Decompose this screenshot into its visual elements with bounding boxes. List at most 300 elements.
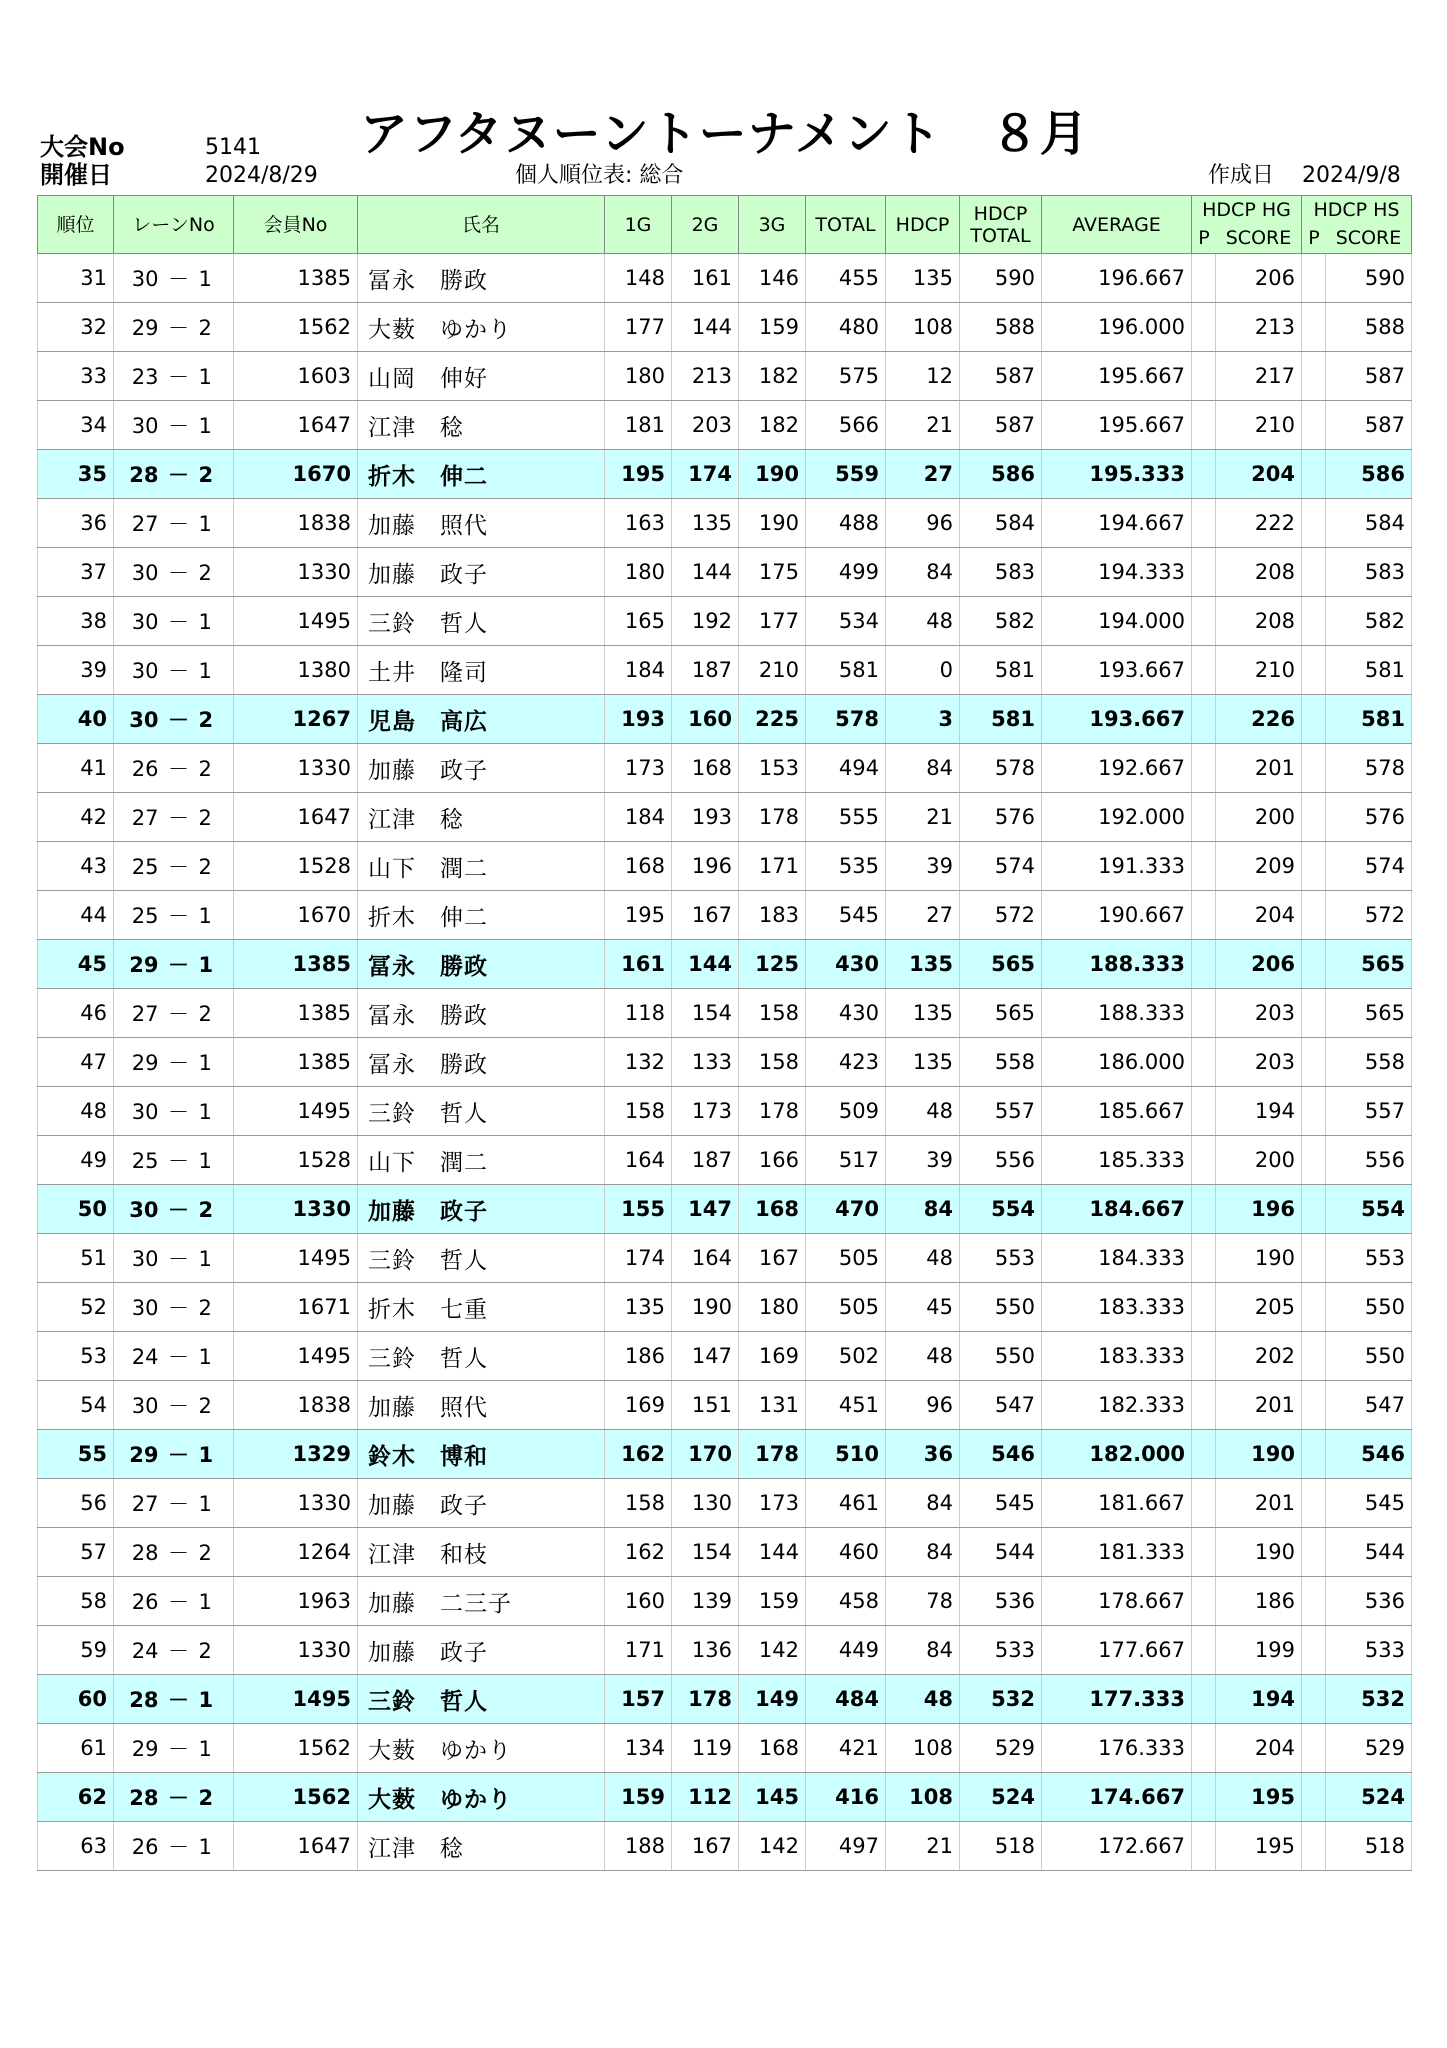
average-cell: 194.333 <box>1042 548 1192 597</box>
lane-side: 1 <box>198 512 212 536</box>
hg-p-cell <box>1192 401 1216 450</box>
lane-cell <box>114 940 234 989</box>
hs-p-cell <box>1302 450 1326 499</box>
hdcp-total-cell: 518 <box>960 1822 1042 1871</box>
hs-p-cell <box>1302 1430 1326 1479</box>
lane-side: 2 <box>198 1394 212 1418</box>
rank-cell: 34 <box>38 401 114 450</box>
table-row <box>38 842 1412 891</box>
hs-p-cell <box>1302 793 1326 842</box>
hg-score-cell: 186 <box>1216 1577 1302 1626</box>
lane-dash: － <box>168 1394 189 1418</box>
lane-cell <box>114 1577 234 1626</box>
game1-cell: 161 <box>605 940 672 989</box>
hdcp-total-cell: 565 <box>960 940 1042 989</box>
hs-p-cell <box>1302 1332 1326 1381</box>
total-cell: 559 <box>806 450 886 499</box>
hg-score-cell: 209 <box>1216 842 1302 891</box>
average-cell: 177.667 <box>1042 1626 1192 1675</box>
lane-number: 27 <box>131 512 159 536</box>
hs-p-cell <box>1302 1822 1326 1871</box>
lane-number: 27 <box>131 806 159 830</box>
game2-cell: 139 <box>672 1577 739 1626</box>
hs-p-cell <box>1302 1724 1326 1773</box>
col-hs-score: SCORE <box>1335 227 1402 249</box>
hs-score-cell: 578 <box>1326 744 1412 793</box>
table-row <box>38 450 1412 499</box>
name-cell: 江津 和枝 <box>358 1528 605 1577</box>
hg-p-cell <box>1192 1577 1216 1626</box>
col-total: TOTAL <box>806 196 886 254</box>
average-cell: 192.000 <box>1042 793 1192 842</box>
member-no-cell: 1380 <box>234 646 358 695</box>
hdcp-cell: 36 <box>886 1430 960 1479</box>
game2-cell: 167 <box>672 1822 739 1871</box>
rank-cell: 49 <box>38 1136 114 1185</box>
member-no-cell: 1385 <box>234 1038 358 1087</box>
member-no-cell: 1670 <box>234 450 358 499</box>
total-cell: 461 <box>806 1479 886 1528</box>
name-cell: 児島 高広 <box>358 695 605 744</box>
name-cell: 山下 潤二 <box>358 842 605 891</box>
game2-cell: 190 <box>672 1283 739 1332</box>
game1-cell: 163 <box>605 499 672 548</box>
hdcp-total-cell: 546 <box>960 1430 1042 1479</box>
hg-p-cell <box>1192 1773 1216 1822</box>
hs-score-cell: 556 <box>1326 1136 1412 1185</box>
game2-cell: 151 <box>672 1381 739 1430</box>
hdcp-total-cell: 544 <box>960 1528 1042 1577</box>
created-date: 2024/9/8 <box>1302 163 1401 188</box>
game3-cell: 167 <box>739 1234 806 1283</box>
rank-cell: 58 <box>38 1577 114 1626</box>
hg-score-cell: 194 <box>1216 1087 1302 1136</box>
lane-dash: － <box>168 1002 189 1026</box>
rank-cell: 40 <box>38 695 114 744</box>
created-label: 作成日 <box>1208 163 1275 188</box>
game2-cell: 135 <box>672 499 739 548</box>
hdcp-cell: 96 <box>886 1381 960 1430</box>
average-cell: 188.333 <box>1042 940 1192 989</box>
game3-cell: 144 <box>739 1528 806 1577</box>
hdcp-total-cell: 550 <box>960 1332 1042 1381</box>
game1-cell: 193 <box>605 695 672 744</box>
average-cell: 177.333 <box>1042 1675 1192 1724</box>
hdcp-total-cell: 578 <box>960 744 1042 793</box>
member-no-cell: 1838 <box>234 1381 358 1430</box>
game3-cell: 145 <box>739 1773 806 1822</box>
rank-cell: 31 <box>38 254 114 303</box>
lane-number: 27 <box>131 1002 159 1026</box>
table-row <box>38 989 1412 1038</box>
hg-p-cell <box>1192 1283 1216 1332</box>
hg-p-cell <box>1192 1136 1216 1185</box>
lane-side: 1 <box>198 1100 212 1124</box>
game1-cell: 134 <box>605 1724 672 1773</box>
member-no-cell: 1562 <box>234 1773 358 1822</box>
name-cell: 折木 伸二 <box>358 891 605 940</box>
hs-score-cell: 587 <box>1326 352 1412 401</box>
average-cell: 193.667 <box>1042 695 1192 744</box>
ranking-table <box>37 195 1412 1871</box>
total-cell: 545 <box>806 891 886 940</box>
member-no-cell: 1495 <box>234 1675 358 1724</box>
hg-p-cell <box>1192 450 1216 499</box>
game3-cell: 171 <box>739 842 806 891</box>
lane-side: 2 <box>198 757 212 781</box>
average-cell: 196.667 <box>1042 254 1192 303</box>
lane-dash: － <box>168 365 189 389</box>
game2-cell: 192 <box>672 597 739 646</box>
average-cell: 184.333 <box>1042 1234 1192 1283</box>
game1-cell: 173 <box>605 744 672 793</box>
total-cell: 458 <box>806 1577 886 1626</box>
total-cell: 488 <box>806 499 886 548</box>
hdcp-total-cell: 558 <box>960 1038 1042 1087</box>
hs-p-cell <box>1302 1675 1326 1724</box>
average-cell: 178.667 <box>1042 1577 1192 1626</box>
hg-p-cell <box>1192 1528 1216 1577</box>
table-row <box>38 1332 1412 1381</box>
rank-cell: 42 <box>38 793 114 842</box>
lane-number: 26 <box>131 757 159 781</box>
name-cell: 加藤 二三子 <box>358 1577 605 1626</box>
lane-dash: － <box>168 1835 189 1859</box>
lane-cell <box>114 254 234 303</box>
lane-number: 28 <box>129 1688 159 1712</box>
hdcp-total-cell: 529 <box>960 1724 1042 1773</box>
hdcp-cell: 0 <box>886 646 960 695</box>
lane-side: 1 <box>198 1443 214 1467</box>
table-row <box>38 1234 1412 1283</box>
rank-cell: 41 <box>38 744 114 793</box>
lane-dash: － <box>168 316 189 340</box>
lane-dash: － <box>168 953 189 977</box>
hg-p-cell <box>1192 1822 1216 1871</box>
hs-score-cell: 584 <box>1326 499 1412 548</box>
hs-score-cell: 558 <box>1326 1038 1412 1087</box>
game3-cell: 178 <box>739 1430 806 1479</box>
game2-cell: 144 <box>672 548 739 597</box>
hs-p-cell <box>1302 1136 1326 1185</box>
table-row <box>38 646 1412 695</box>
name-cell: 土井 隆司 <box>358 646 605 695</box>
lane-dash: － <box>168 1198 189 1222</box>
lane-number: 25 <box>131 1149 159 1173</box>
table-row <box>38 891 1412 940</box>
table-header-row <box>38 196 1412 254</box>
member-no-cell: 1330 <box>234 1479 358 1528</box>
lane-number: 30 <box>131 1100 159 1124</box>
lane-cell <box>114 1234 234 1283</box>
hs-score-cell: 583 <box>1326 548 1412 597</box>
hg-p-cell <box>1192 1430 1216 1479</box>
average-cell: 188.333 <box>1042 989 1192 1038</box>
table-row <box>38 499 1412 548</box>
hg-p-cell <box>1192 989 1216 1038</box>
game3-cell: 177 <box>739 597 806 646</box>
lane-dash: － <box>168 904 189 928</box>
lane-dash: － <box>168 463 189 487</box>
member-no-cell: 1495 <box>234 597 358 646</box>
lane-number: 30 <box>129 708 159 732</box>
hs-score-cell: 550 <box>1326 1283 1412 1332</box>
hdcp-cell: 12 <box>886 352 960 401</box>
lane-side: 1 <box>198 1688 214 1712</box>
game3-cell: 182 <box>739 401 806 450</box>
table-row <box>38 1185 1412 1234</box>
average-cell: 176.333 <box>1042 1724 1192 1773</box>
game1-cell: 168 <box>605 842 672 891</box>
game1-cell: 162 <box>605 1430 672 1479</box>
hg-p-cell <box>1192 744 1216 793</box>
game1-cell: 195 <box>605 891 672 940</box>
col-g1: 1G <box>605 196 672 254</box>
total-cell: 480 <box>806 303 886 352</box>
lane-side: 2 <box>198 855 212 879</box>
name-cell: 加藤 政子 <box>358 548 605 597</box>
game3-cell: 146 <box>739 254 806 303</box>
lane-cell <box>114 1185 234 1234</box>
game3-cell: 168 <box>739 1185 806 1234</box>
rank-cell: 37 <box>38 548 114 597</box>
average-cell: 195.667 <box>1042 401 1192 450</box>
lane-cell <box>114 450 234 499</box>
name-cell: 大薮 ゆかり <box>358 303 605 352</box>
hdcp-cell: 84 <box>886 1479 960 1528</box>
game1-cell: 158 <box>605 1087 672 1136</box>
hdcp-total-cell: 576 <box>960 793 1042 842</box>
table-row <box>38 793 1412 842</box>
game3-cell: 173 <box>739 1479 806 1528</box>
rank-cell: 43 <box>38 842 114 891</box>
hg-score-cell: 222 <box>1216 499 1302 548</box>
hdcp-total-cell: 590 <box>960 254 1042 303</box>
table-row <box>38 1430 1412 1479</box>
lane-side: 1 <box>198 1345 212 1369</box>
lane-side: 2 <box>198 1198 214 1222</box>
hg-p-cell <box>1192 303 1216 352</box>
hs-score-cell: 544 <box>1326 1528 1412 1577</box>
col-hdcp-total-line2: TOTAL <box>970 224 1031 247</box>
name-cell: 折木 伸二 <box>358 450 605 499</box>
lane-side: 1 <box>198 1247 212 1271</box>
name-cell: 三鈴 哲人 <box>358 1675 605 1724</box>
total-cell: 578 <box>806 695 886 744</box>
game1-cell: 181 <box>605 401 672 450</box>
game3-cell: 180 <box>739 1283 806 1332</box>
hdcp-cell: 135 <box>886 989 960 1038</box>
hs-p-cell <box>1302 1577 1326 1626</box>
game1-cell: 157 <box>605 1675 672 1724</box>
hs-score-cell: 565 <box>1326 940 1412 989</box>
table-row <box>38 1626 1412 1675</box>
rank-cell: 39 <box>38 646 114 695</box>
hg-p-cell <box>1192 646 1216 695</box>
hs-score-cell: 574 <box>1326 842 1412 891</box>
lane-dash: － <box>168 1247 189 1271</box>
lane-dash: － <box>168 1639 189 1663</box>
total-cell: 499 <box>806 548 886 597</box>
hg-score-cell: 210 <box>1216 646 1302 695</box>
hdcp-total-cell: 581 <box>960 646 1042 695</box>
hg-score-cell: 205 <box>1216 1283 1302 1332</box>
lane-number: 30 <box>131 1394 159 1418</box>
hdcp-total-cell: 557 <box>960 1087 1042 1136</box>
game2-cell: 167 <box>672 891 739 940</box>
name-cell: 大薮 ゆかり <box>358 1724 605 1773</box>
rank-cell: 53 <box>38 1332 114 1381</box>
lane-cell <box>114 1479 234 1528</box>
member-no-cell: 1330 <box>234 1626 358 1675</box>
lane-number: 30 <box>131 267 159 291</box>
total-cell: 505 <box>806 1234 886 1283</box>
lane-side: 1 <box>198 610 212 634</box>
hg-score-cell: 195 <box>1216 1822 1302 1871</box>
member-no-cell: 1838 <box>234 499 358 548</box>
table-row <box>38 940 1412 989</box>
total-cell: 430 <box>806 940 886 989</box>
total-cell: 470 <box>806 1185 886 1234</box>
lane-dash: － <box>168 1590 189 1614</box>
hs-score-cell: 529 <box>1326 1724 1412 1773</box>
hdcp-total-cell: 550 <box>960 1283 1042 1332</box>
member-no-cell: 1528 <box>234 1136 358 1185</box>
lane-side: 2 <box>198 1296 212 1320</box>
member-no-cell: 1670 <box>234 891 358 940</box>
lane-side: 1 <box>198 1737 212 1761</box>
member-no-cell: 1267 <box>234 695 358 744</box>
hs-score-cell: 586 <box>1326 450 1412 499</box>
average-cell: 195.333 <box>1042 450 1192 499</box>
game1-cell: 174 <box>605 1234 672 1283</box>
rank-cell: 45 <box>38 940 114 989</box>
hdcp-cell: 48 <box>886 1234 960 1283</box>
game2-cell: 130 <box>672 1479 739 1528</box>
hs-score-cell: 576 <box>1326 793 1412 842</box>
game3-cell: 166 <box>739 1136 806 1185</box>
name-cell: 加藤 政子 <box>358 1185 605 1234</box>
hdcp-cell: 84 <box>886 1626 960 1675</box>
hs-score-cell: 518 <box>1326 1822 1412 1871</box>
rank-cell: 59 <box>38 1626 114 1675</box>
game2-cell: 196 <box>672 842 739 891</box>
game2-cell: 154 <box>672 989 739 1038</box>
hg-score-cell: 190 <box>1216 1528 1302 1577</box>
hg-score-cell: 200 <box>1216 1136 1302 1185</box>
lane-side: 2 <box>198 1639 212 1663</box>
total-cell: 423 <box>806 1038 886 1087</box>
hdcp-total-cell: 554 <box>960 1185 1042 1234</box>
lane-cell <box>114 793 234 842</box>
rank-cell: 35 <box>38 450 114 499</box>
hg-p-cell <box>1192 842 1216 891</box>
game1-cell: 180 <box>605 352 672 401</box>
hg-score-cell: 203 <box>1216 1038 1302 1087</box>
hg-p-cell <box>1192 1185 1216 1234</box>
game2-cell: 174 <box>672 450 739 499</box>
lane-cell <box>114 597 234 646</box>
game3-cell: 153 <box>739 744 806 793</box>
member-no-cell: 1562 <box>234 303 358 352</box>
total-cell: 509 <box>806 1087 886 1136</box>
table-row <box>38 744 1412 793</box>
lane-number: 24 <box>131 1345 159 1369</box>
total-cell: 484 <box>806 1675 886 1724</box>
hdcp-total-cell: 533 <box>960 1626 1042 1675</box>
lane-dash: － <box>168 1786 189 1810</box>
rank-cell: 51 <box>38 1234 114 1283</box>
average-cell: 181.667 <box>1042 1479 1192 1528</box>
average-cell: 183.333 <box>1042 1283 1192 1332</box>
name-cell: 大薮 ゆかり <box>358 1773 605 1822</box>
table-row <box>38 1724 1412 1773</box>
tournament-no-label: 大会No <box>40 133 125 161</box>
member-no-cell: 1647 <box>234 401 358 450</box>
hdcp-total-cell: 532 <box>960 1675 1042 1724</box>
lane-dash: － <box>168 1296 189 1320</box>
total-cell: 460 <box>806 1528 886 1577</box>
lane-number: 29 <box>129 953 159 977</box>
game1-cell: 162 <box>605 1528 672 1577</box>
lane-dash: － <box>168 512 189 536</box>
name-cell: 加藤 政子 <box>358 744 605 793</box>
lane-cell <box>114 1675 234 1724</box>
lane-cell <box>114 989 234 1038</box>
hg-score-cell: 226 <box>1216 695 1302 744</box>
hdcp-cell: 108 <box>886 1773 960 1822</box>
rank-cell: 46 <box>38 989 114 1038</box>
game2-cell: 160 <box>672 695 739 744</box>
game1-cell: 158 <box>605 1479 672 1528</box>
event-date: 2024/8/29 <box>205 163 318 188</box>
lane-side: 1 <box>198 904 212 928</box>
hs-score-cell: 554 <box>1326 1185 1412 1234</box>
game2-cell: 213 <box>672 352 739 401</box>
hs-p-cell <box>1302 499 1326 548</box>
lane-side: 2 <box>198 1541 212 1565</box>
lane-cell <box>114 891 234 940</box>
game2-cell: 178 <box>672 1675 739 1724</box>
hs-p-cell <box>1302 940 1326 989</box>
rank-cell: 60 <box>38 1675 114 1724</box>
hg-p-cell <box>1192 548 1216 597</box>
hg-score-cell: 195 <box>1216 1773 1302 1822</box>
hs-score-cell: 572 <box>1326 891 1412 940</box>
table-row <box>38 254 1412 303</box>
hs-p-cell <box>1302 401 1326 450</box>
name-cell: 折木 七重 <box>358 1283 605 1332</box>
lane-dash: － <box>168 267 189 291</box>
hs-score-cell: 536 <box>1326 1577 1412 1626</box>
hdcp-cell: 84 <box>886 1528 960 1577</box>
lane-dash: － <box>168 1345 189 1369</box>
name-cell: 江津 稔 <box>358 1822 605 1871</box>
member-no-cell: 1963 <box>234 1577 358 1626</box>
table-row <box>38 1087 1412 1136</box>
lane-dash: － <box>168 1149 189 1173</box>
lane-number: 28 <box>129 463 159 487</box>
lane-dash: － <box>168 855 189 879</box>
average-cell: 196.000 <box>1042 303 1192 352</box>
game1-cell: 195 <box>605 450 672 499</box>
name-cell: 加藤 政子 <box>358 1479 605 1528</box>
member-no-cell: 1329 <box>234 1430 358 1479</box>
lane-side: 2 <box>198 316 212 340</box>
game3-cell: 210 <box>739 646 806 695</box>
hdcp-total-cell: 553 <box>960 1234 1042 1283</box>
total-cell: 535 <box>806 842 886 891</box>
